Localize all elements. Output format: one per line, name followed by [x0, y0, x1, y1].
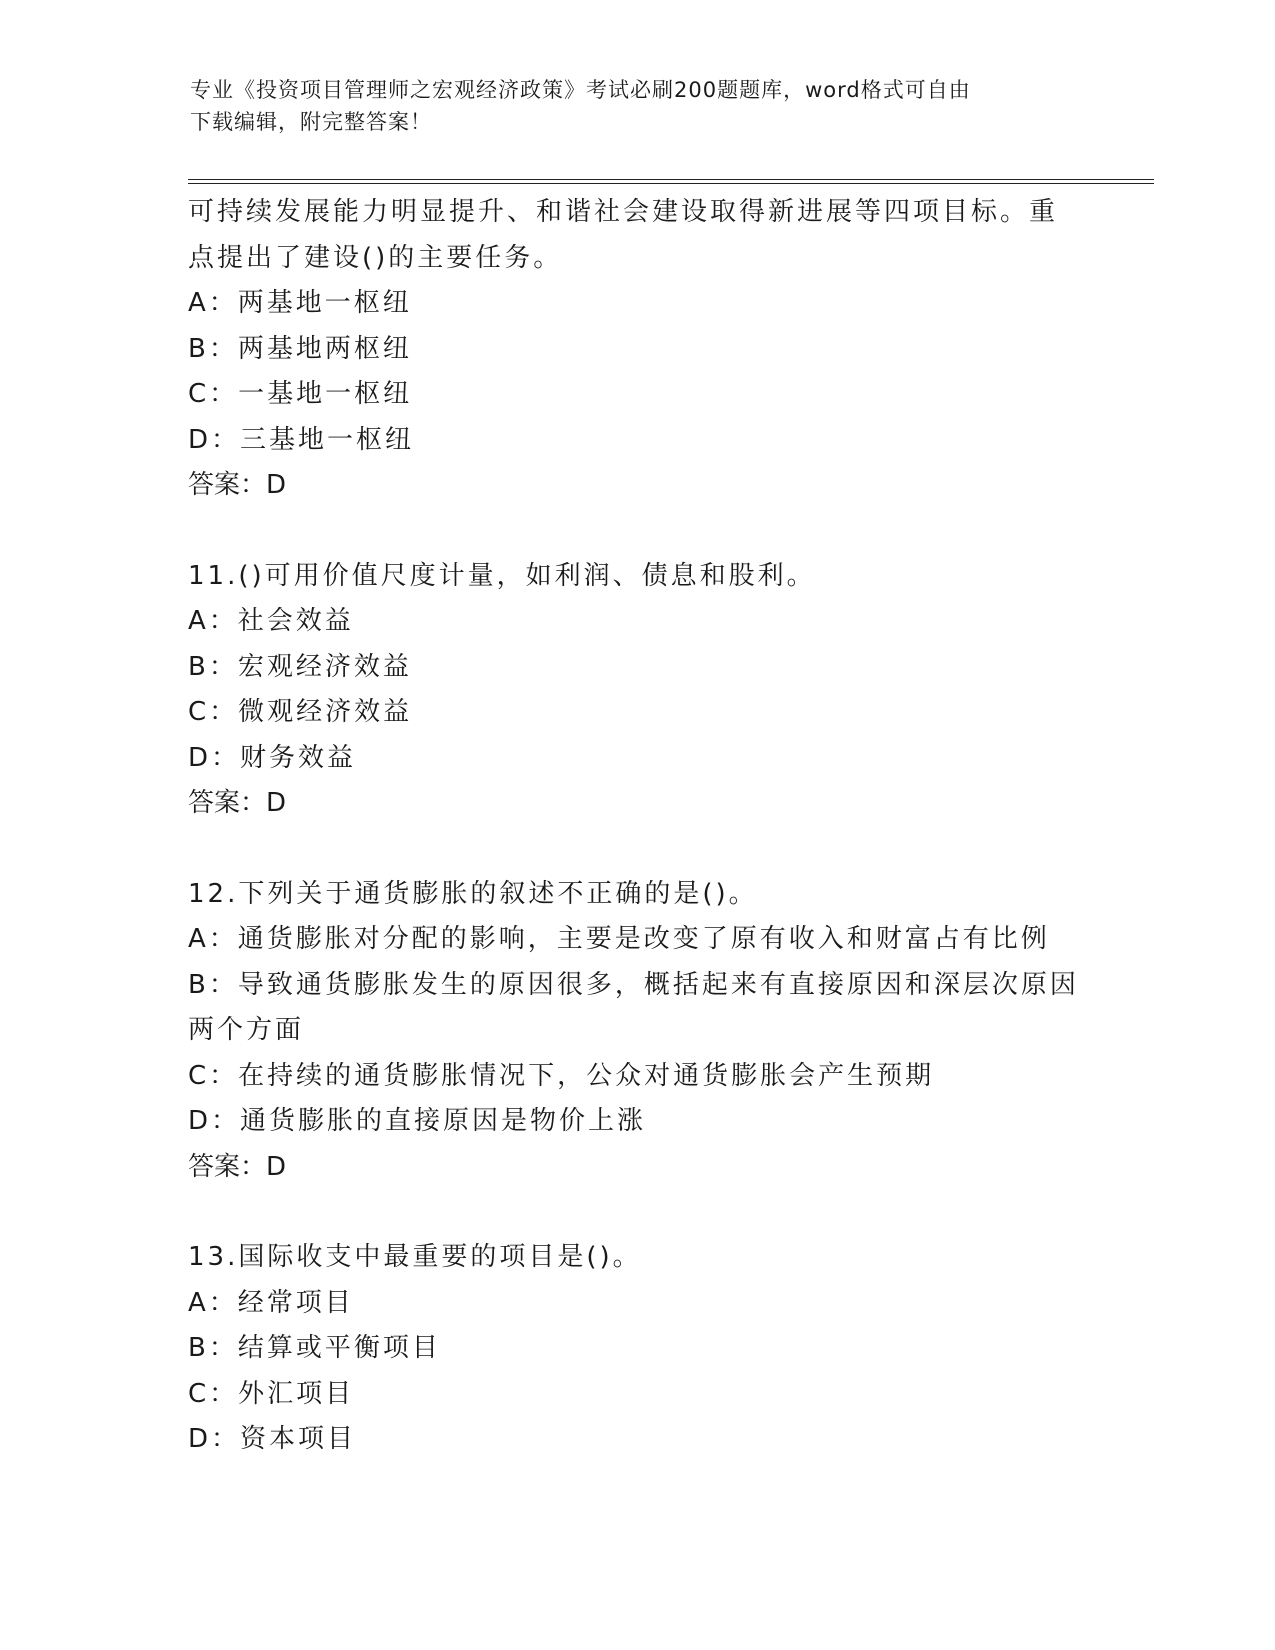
question-12-option-c: C：在持续的通货膨胀情况下，公众对通货膨胀会产生预期	[188, 1060, 935, 1091]
question-12-answer: 答案：D	[188, 1151, 287, 1182]
question-11-option-a: A：社会效益	[188, 606, 354, 636]
question-10-stem-line-1: 可持续发展能力明显提升、和谐社会建设取得新进展等四项目标。重	[188, 197, 1059, 227]
question-12-option-b-line-2: 两个方面	[188, 1015, 305, 1045]
document-header	[190, 74, 1090, 138]
header-line-2: 下载编辑，附完整答案！	[190, 110, 432, 134]
question-10-stem-line-2: 点提出了建设()的主要任务。	[188, 242, 563, 273]
question-12-option-b-line-1: B：导致通货膨胀发生的原因很多，概括起来有直接原因和深层次原因	[188, 969, 1079, 1000]
question-10-option-a: A：两基地一枢纽	[188, 288, 412, 318]
question-10	[188, 190, 1088, 509]
question-11-option-b: B：宏观经济效益	[188, 651, 412, 682]
spacer	[188, 1190, 1088, 1235]
header-line-1: 专业《投资项目管理师之宏观经济政策》考试必刷200题题库，word格式可自由	[190, 78, 971, 102]
question-10-answer: 答案：D	[188, 470, 287, 500]
spacer	[188, 509, 1088, 554]
question-13-option-b: B：结算或平衡项目	[188, 1333, 441, 1363]
question-11	[188, 554, 1088, 827]
question-12-option-d: D：通货膨胀的直接原因是物价上涨	[188, 1106, 647, 1136]
question-13-option-a: A：经常项目	[188, 1287, 354, 1318]
question-11-answer: 答案：D	[188, 788, 287, 818]
question-12-stem: 12.下列关于通货膨胀的叙述不正确的是()。	[188, 878, 758, 909]
question-10-option-c: C：一基地一枢纽	[188, 379, 413, 409]
question-11-stem: 11.()可用价值尺度计量，如利润、债息和股利。	[188, 560, 816, 591]
question-13-option-d: D：资本项目	[188, 1424, 357, 1454]
question-11-option-c: C：微观经济效益	[188, 697, 413, 727]
question-10-option-d: D：三基地一枢纽	[188, 424, 415, 455]
question-list	[188, 190, 1088, 1463]
header-rule-top	[188, 179, 1154, 180]
question-12	[188, 872, 1088, 1191]
spacer	[188, 827, 1088, 872]
question-13-stem: 13.国际收支中最重要的项目是()。	[188, 1242, 642, 1272]
question-13-option-c: C：外汇项目	[188, 1378, 355, 1409]
question-13	[188, 1235, 1088, 1463]
question-10-option-b: B：两基地两枢纽	[188, 333, 412, 364]
question-12-option-a: A：通货膨胀对分配的影响，主要是改变了原有收入和财富占有比例	[188, 924, 1050, 954]
question-11-option-d: D：财务效益	[188, 742, 357, 773]
header-rule-bottom	[188, 183, 1154, 184]
